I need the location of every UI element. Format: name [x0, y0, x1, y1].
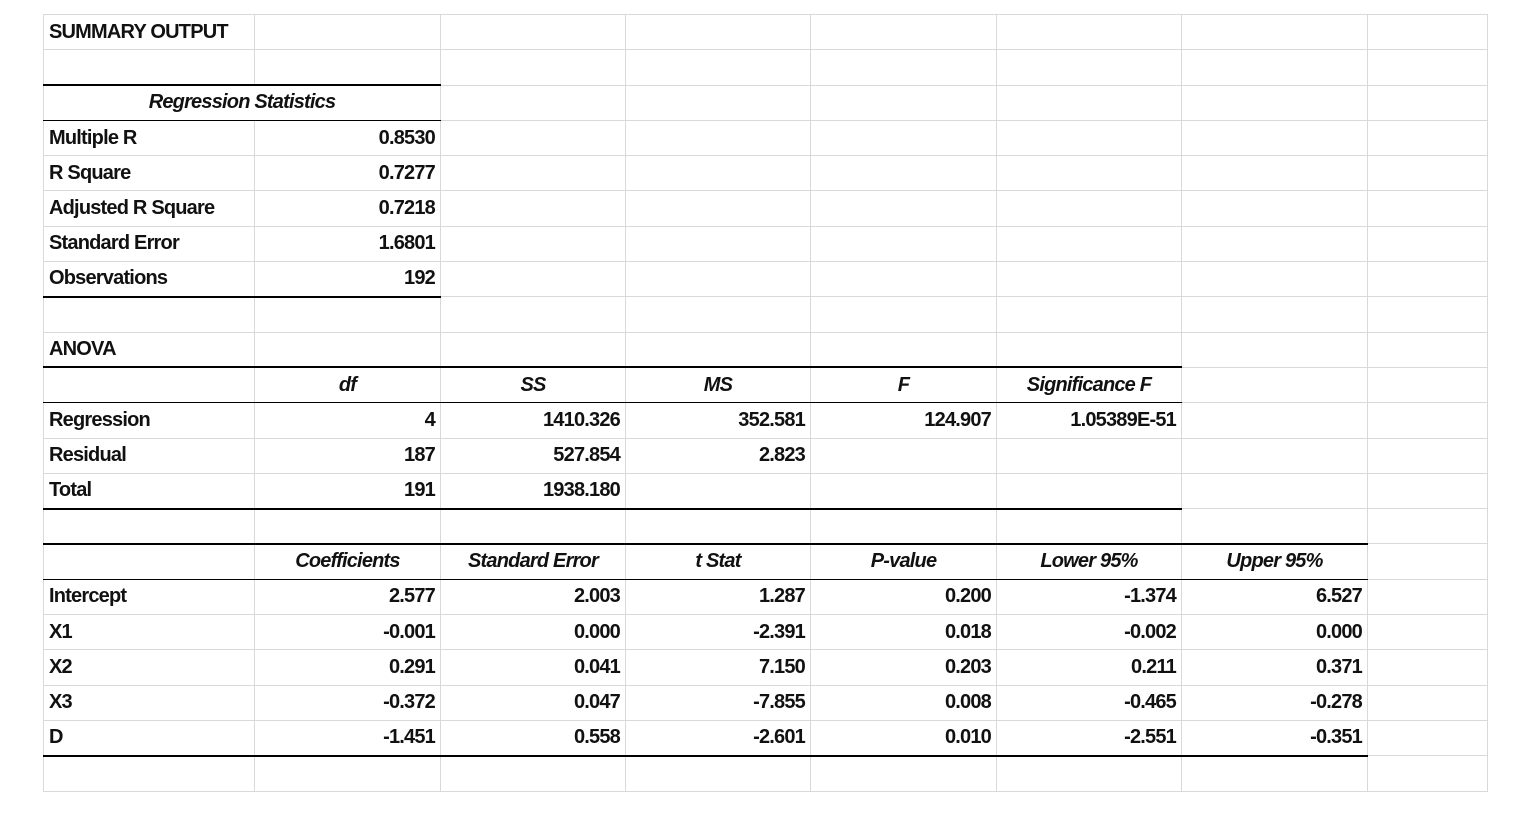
cell[interactable]	[44, 297, 255, 332]
cell[interactable]	[1182, 297, 1368, 332]
cell[interactable]	[811, 15, 997, 50]
coef-row	[44, 720, 1488, 755]
anova-header-cell[interactable]: MS	[626, 367, 811, 402]
coef-row-label[interactable]: D	[44, 720, 255, 755]
cell[interactable]	[1368, 509, 1488, 544]
coef-value-cell[interactable]: 0.203	[811, 650, 997, 685]
cell[interactable]	[811, 297, 997, 332]
cell[interactable]	[441, 332, 626, 367]
cell[interactable]	[1182, 50, 1368, 85]
coef-row-label[interactable]: Intercept	[44, 579, 255, 614]
cell[interactable]	[44, 509, 255, 544]
cell[interactable]	[997, 120, 1182, 155]
cell[interactable]	[441, 191, 626, 226]
cell[interactable]	[1182, 120, 1368, 155]
stat-value[interactable]: 1.6801	[255, 226, 441, 261]
coef-value-cell[interactable]: -1.374	[997, 579, 1182, 614]
cell[interactable]	[44, 50, 255, 85]
cell[interactable]	[441, 509, 626, 544]
cell[interactable]	[1182, 367, 1368, 402]
coef-value-cell[interactable]: 0.047	[441, 685, 626, 720]
cell[interactable]	[1368, 544, 1488, 579]
stat-label[interactable]: Adjusted R Square	[44, 191, 255, 226]
coef-value-cell[interactable]: -0.002	[997, 615, 1182, 650]
coef-value-cell[interactable]: -2.601	[626, 720, 811, 755]
coef-value-cell[interactable]: 0.291	[255, 650, 441, 685]
anova-value-cell[interactable]: 124.907	[811, 403, 997, 438]
cell[interactable]	[811, 120, 997, 155]
cell[interactable]	[1368, 156, 1488, 191]
coef-value-cell[interactable]: -2.391	[626, 615, 811, 650]
coef-value-cell[interactable]: -7.855	[626, 685, 811, 720]
anova-value-cell[interactable]	[997, 438, 1182, 473]
title-row	[44, 15, 1488, 50]
regstats-header-row	[44, 85, 1488, 120]
coef-header-cell[interactable]: Upper 95%	[1182, 544, 1368, 579]
cell[interactable]	[997, 226, 1182, 261]
stat-value[interactable]: 0.7277	[255, 156, 441, 191]
cell[interactable]	[626, 756, 811, 791]
stat-label[interactable]: Observations	[44, 262, 255, 297]
cell[interactable]	[1368, 226, 1488, 261]
cell[interactable]	[1182, 509, 1368, 544]
cell[interactable]	[1368, 50, 1488, 85]
coef-row	[44, 579, 1488, 614]
cell[interactable]	[441, 50, 626, 85]
cell[interactable]	[44, 756, 255, 791]
cell[interactable]	[1368, 120, 1488, 155]
anova-title-row	[44, 332, 1488, 367]
anova-value-cell[interactable]: 4	[255, 403, 441, 438]
anova-value-cell[interactable]	[811, 473, 997, 508]
anova-row-label[interactable]: Regression	[44, 403, 255, 438]
coef-value-cell[interactable]: -0.465	[997, 685, 1182, 720]
cell[interactable]	[1368, 262, 1488, 297]
regstats-row	[44, 262, 1488, 297]
cell[interactable]	[1368, 15, 1488, 50]
regstats-row	[44, 156, 1488, 191]
cell[interactable]	[441, 756, 626, 791]
anova-value-cell[interactable]	[997, 473, 1182, 508]
stat-label[interactable]: R Square	[44, 156, 255, 191]
anova-row-label[interactable]: Total	[44, 473, 255, 508]
anova-value-cell[interactable]: 1.05389E-51	[997, 403, 1182, 438]
cell[interactable]	[1182, 438, 1368, 473]
coef-value-cell[interactable]: 0.000	[1182, 615, 1368, 650]
anova-row	[44, 403, 1488, 438]
coef-value-cell[interactable]: 0.010	[811, 720, 997, 755]
coef-header-cell[interactable]	[44, 544, 255, 579]
cell[interactable]	[997, 156, 1182, 191]
anova-header-row	[44, 367, 1488, 402]
coef-value-cell[interactable]: 7.150	[626, 650, 811, 685]
cell[interactable]	[1368, 332, 1488, 367]
regression-statistics-header[interactable]: Regression Statistics	[44, 85, 441, 120]
cell[interactable]	[255, 332, 441, 367]
cell[interactable]	[255, 50, 441, 85]
cell[interactable]	[1368, 720, 1488, 755]
cell[interactable]	[255, 15, 441, 50]
blank-row	[44, 756, 1488, 791]
cell[interactable]	[1368, 473, 1488, 508]
cell[interactable]	[811, 85, 997, 120]
cell[interactable]	[811, 332, 997, 367]
regstats-row	[44, 226, 1488, 261]
coef-row-label[interactable]: X1	[44, 615, 255, 650]
cell[interactable]	[626, 509, 811, 544]
cell[interactable]	[997, 50, 1182, 85]
coef-row-label[interactable]: X3	[44, 685, 255, 720]
cell[interactable]	[441, 15, 626, 50]
cell[interactable]	[1182, 756, 1368, 791]
anova-value-cell[interactable]: 1410.326	[441, 403, 626, 438]
stat-value[interactable]: 192	[255, 262, 441, 297]
cell[interactable]	[1182, 156, 1368, 191]
coef-value-cell[interactable]: 0.018	[811, 615, 997, 650]
cell[interactable]	[997, 509, 1182, 544]
anova-value-cell[interactable]: 191	[255, 473, 441, 508]
coef-header-cell[interactable]: P-value	[811, 544, 997, 579]
cell[interactable]	[1182, 15, 1368, 50]
blank-row	[44, 509, 1488, 544]
cell[interactable]	[997, 297, 1182, 332]
blank-row	[44, 297, 1488, 332]
stat-label[interactable]: Standard Error	[44, 226, 255, 261]
cell[interactable]	[441, 120, 626, 155]
anova-header-cell[interactable]: F	[811, 367, 997, 402]
stat-label[interactable]: Multiple R	[44, 120, 255, 155]
anova-value-cell[interactable]: 1938.180	[441, 473, 626, 508]
cell[interactable]	[441, 156, 626, 191]
cell[interactable]	[1368, 403, 1488, 438]
cell[interactable]	[1368, 438, 1488, 473]
cell[interactable]	[626, 120, 811, 155]
coef-value-cell[interactable]: 0.008	[811, 685, 997, 720]
stat-value[interactable]: 0.7218	[255, 191, 441, 226]
cell[interactable]	[997, 85, 1182, 120]
coef-header-cell[interactable]: t Stat	[626, 544, 811, 579]
anova-value-cell[interactable]	[626, 473, 811, 508]
cell[interactable]	[997, 191, 1182, 226]
cell[interactable]	[1182, 403, 1368, 438]
coef-header-cell[interactable]: Standard Error	[441, 544, 626, 579]
anova-header-cell[interactable]: Significance F	[997, 367, 1182, 402]
anova-header-cell[interactable]	[44, 367, 255, 402]
cell[interactable]	[811, 509, 997, 544]
summary-output-title[interactable]: SUMMARY OUTPUT	[44, 15, 255, 50]
anova-header-cell[interactable]: df	[255, 367, 441, 402]
coef-value-cell[interactable]: 2.577	[255, 579, 441, 614]
coef-header-cell[interactable]: Coefficients	[255, 544, 441, 579]
cell[interactable]	[626, 262, 811, 297]
anova-value-cell[interactable]: 527.854	[441, 438, 626, 473]
cell[interactable]	[811, 50, 997, 85]
cell[interactable]	[1368, 756, 1488, 791]
anova-value-cell[interactable]: 2.823	[626, 438, 811, 473]
cell[interactable]	[441, 297, 626, 332]
cell[interactable]	[626, 156, 811, 191]
anova-row	[44, 473, 1488, 508]
cell[interactable]	[255, 756, 441, 791]
cell[interactable]	[255, 297, 441, 332]
coef-row	[44, 615, 1488, 650]
cell[interactable]	[811, 191, 997, 226]
coef-value-cell[interactable]: -0.372	[255, 685, 441, 720]
anova-title[interactable]: ANOVA	[44, 332, 255, 367]
cell[interactable]	[811, 156, 997, 191]
coef-value-cell[interactable]: 0.041	[441, 650, 626, 685]
cell[interactable]	[1182, 473, 1368, 508]
cell[interactable]	[626, 85, 811, 120]
coef-value-cell[interactable]: 0.371	[1182, 650, 1368, 685]
regstats-row	[44, 191, 1488, 226]
cell[interactable]	[626, 297, 811, 332]
coef-row	[44, 685, 1488, 720]
cell[interactable]	[997, 756, 1182, 791]
cell[interactable]	[626, 15, 811, 50]
anova-row-label[interactable]: Residual	[44, 438, 255, 473]
coef-value-cell[interactable]: 2.003	[441, 579, 626, 614]
anova-value-cell[interactable]	[811, 438, 997, 473]
cell[interactable]	[1368, 191, 1488, 226]
cell[interactable]	[626, 332, 811, 367]
coef-value-cell[interactable]: 0.000	[441, 615, 626, 650]
cell[interactable]	[626, 50, 811, 85]
cell[interactable]	[1182, 262, 1368, 297]
cell[interactable]	[255, 509, 441, 544]
cell[interactable]	[441, 226, 626, 261]
coef-header-cell[interactable]: Lower 95%	[997, 544, 1182, 579]
cell[interactable]	[1368, 297, 1488, 332]
cell[interactable]	[1182, 332, 1368, 367]
stat-value[interactable]: 0.8530	[255, 120, 441, 155]
coef-value-cell[interactable]: -0.001	[255, 615, 441, 650]
spreadsheet-grid	[43, 14, 1488, 792]
coef-value-cell[interactable]: -1.451	[255, 720, 441, 755]
cell[interactable]	[1182, 226, 1368, 261]
coef-value-cell[interactable]: -0.351	[1182, 720, 1368, 755]
cell[interactable]	[1368, 685, 1488, 720]
cell[interactable]	[1368, 579, 1488, 614]
cell[interactable]	[441, 262, 626, 297]
cell[interactable]	[997, 262, 1182, 297]
cell[interactable]	[811, 756, 997, 791]
cell[interactable]	[1368, 615, 1488, 650]
cell[interactable]	[811, 226, 997, 261]
coef-value-cell[interactable]: 0.200	[811, 579, 997, 614]
coef-value-cell[interactable]: -2.551	[997, 720, 1182, 755]
coef-value-cell[interactable]: 6.527	[1182, 579, 1368, 614]
cell[interactable]	[626, 226, 811, 261]
coef-header-row	[44, 544, 1488, 579]
cell[interactable]	[1182, 191, 1368, 226]
regstats-row	[44, 120, 1488, 155]
cell[interactable]	[997, 332, 1182, 367]
cell[interactable]	[1368, 367, 1488, 402]
cell[interactable]	[1182, 85, 1368, 120]
cell[interactable]	[1368, 85, 1488, 120]
coef-value-cell[interactable]: 0.211	[997, 650, 1182, 685]
cell[interactable]	[1368, 650, 1488, 685]
anova-value-cell[interactable]: 352.581	[626, 403, 811, 438]
coef-value-cell[interactable]: 0.558	[441, 720, 626, 755]
coef-row-label[interactable]: X2	[44, 650, 255, 685]
coef-value-cell[interactable]: 1.287	[626, 579, 811, 614]
cell[interactable]	[441, 85, 626, 120]
anova-row	[44, 438, 1488, 473]
cell[interactable]	[811, 262, 997, 297]
coef-row	[44, 650, 1488, 685]
cell[interactable]	[997, 15, 1182, 50]
coef-value-cell[interactable]: -0.278	[1182, 685, 1368, 720]
blank-row	[44, 50, 1488, 85]
anova-header-cell[interactable]: SS	[441, 367, 626, 402]
cell[interactable]	[626, 191, 811, 226]
anova-value-cell[interactable]: 187	[255, 438, 441, 473]
